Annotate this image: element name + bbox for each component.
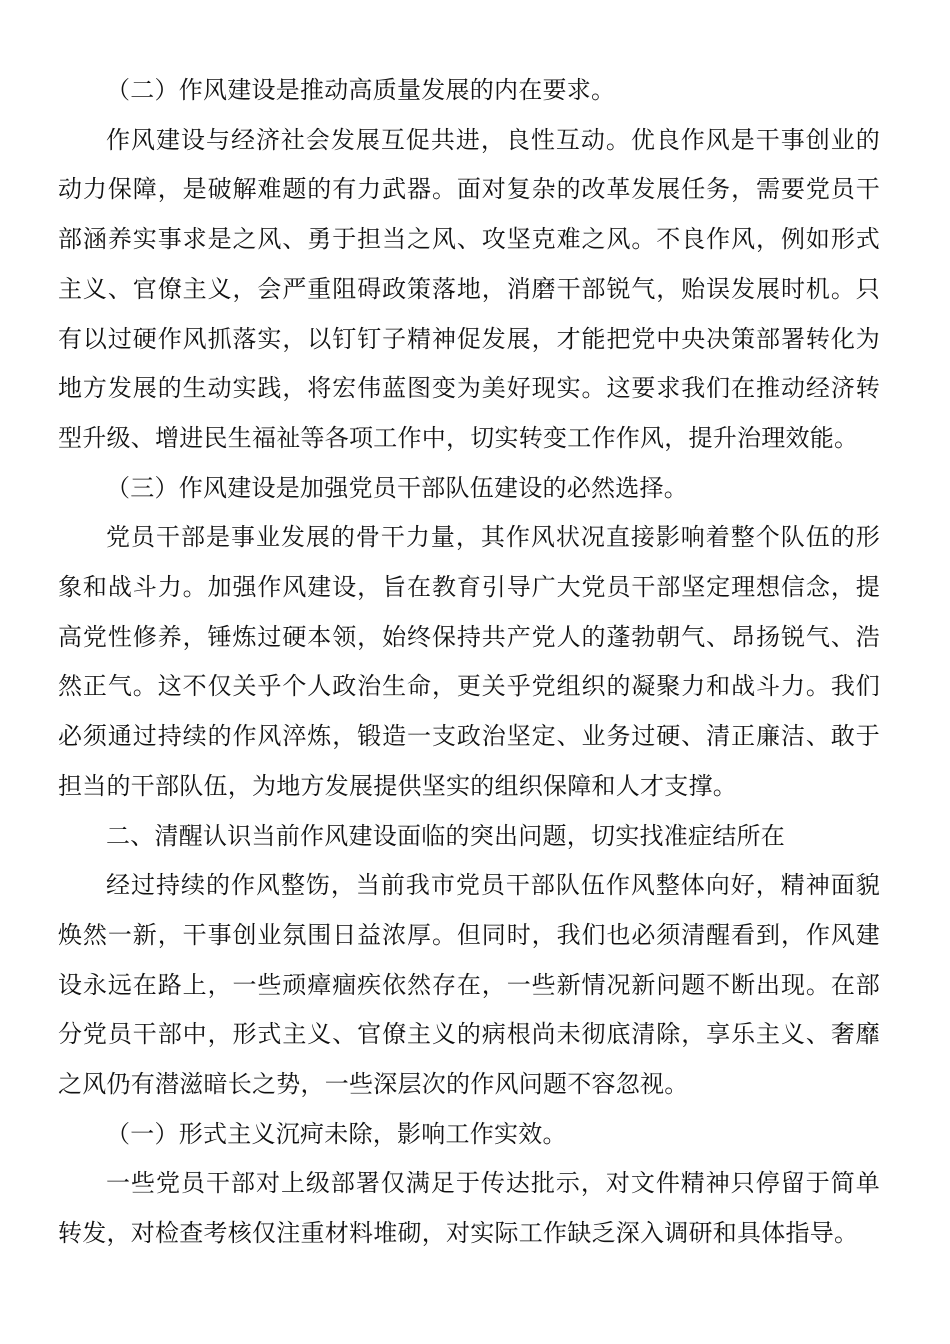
subheading-section-1-2: （二）作风建设是推动高质量发展的内在要求。 <box>106 76 616 104</box>
paragraph-formalism: 一些党员干部对上级部署仅满足于传达批示，对文件精神只停留于简单转发，对检查考核仅注重材料堆砌，对实际工作缺乏深入调研和具体指导。 <box>58 1169 880 1248</box>
paragraph-cadre-team: 党员干部是事业发展的骨干力量，其作风状况直接影响着整个队伍的形象和战斗力。加强作风建设，旨在教育引导广大党员干部坚定理想信念，提高党性修养，锤炼过硬本领，始终保持共产党人的蓬勃朝气、昂扬锐气、浩然正气。这不仅关乎个人政治生命，更关乎党组织的凝聚力和战斗力。我们必须通过持续的作风淬炼，锻造一支政治坚定、业务过硬、清正廉洁、敢于担当的干部队伍，为地方发展提供坚实的组织保障和人才支撑。 <box>58 523 880 800</box>
heading-section-2: 二、清醒认识当前作风建设面临的突出问题，切实找准症结所在 <box>106 821 785 850</box>
paragraph-current-problems: 经过持续的作风整饬，当前我市党员干部队伍作风整体向好，精神面貌焕然一新，干事创业氛围日益浓厚。但同时，我们也必须清醒看到，作风建设永远在路上，一些顽瘴痼疾依然存在，一些新情况新问题不断出现。在部分党员干部中，形式主义、官僚主义的病根尚未彻底清除，享乐主义、奢靡之风仍有潜滋暗长之势，一些深层次的作风问题不容忽视。 <box>58 871 880 1099</box>
paragraph-development: 作风建设与经济社会发展互促共进，良性互动。优良作风是干事创业的动力保障，是破解难题的有力武器。面对复杂的改革发展任务，需要党员干部涵养实事求是之风、勇于担当之风、攻坚克难之风。不良作风，例如形式主义、官僚主义，会严重阻碍政策落地，消磨干部锐气，贻误发展时机。只有以过硬作风抓落实，以钉钉子精神促发展，才能把党中央决策部署转化为地方发展的生动实践，将宏伟蓝图变为美好现实。这要求我们在推动经济转型升级、增进民生福祉等各项工作中，切实转变工作作风，提升治理效能。 <box>58 125 880 452</box>
document-body <box>58 66 880 1259</box>
subheading-section-1-3: （三）作风建设是加强党员干部队伍建设的必然选择。 <box>106 473 688 502</box>
subheading-section-2-1: （一）形式主义沉疴未除，影响工作实效。 <box>106 1119 567 1148</box>
